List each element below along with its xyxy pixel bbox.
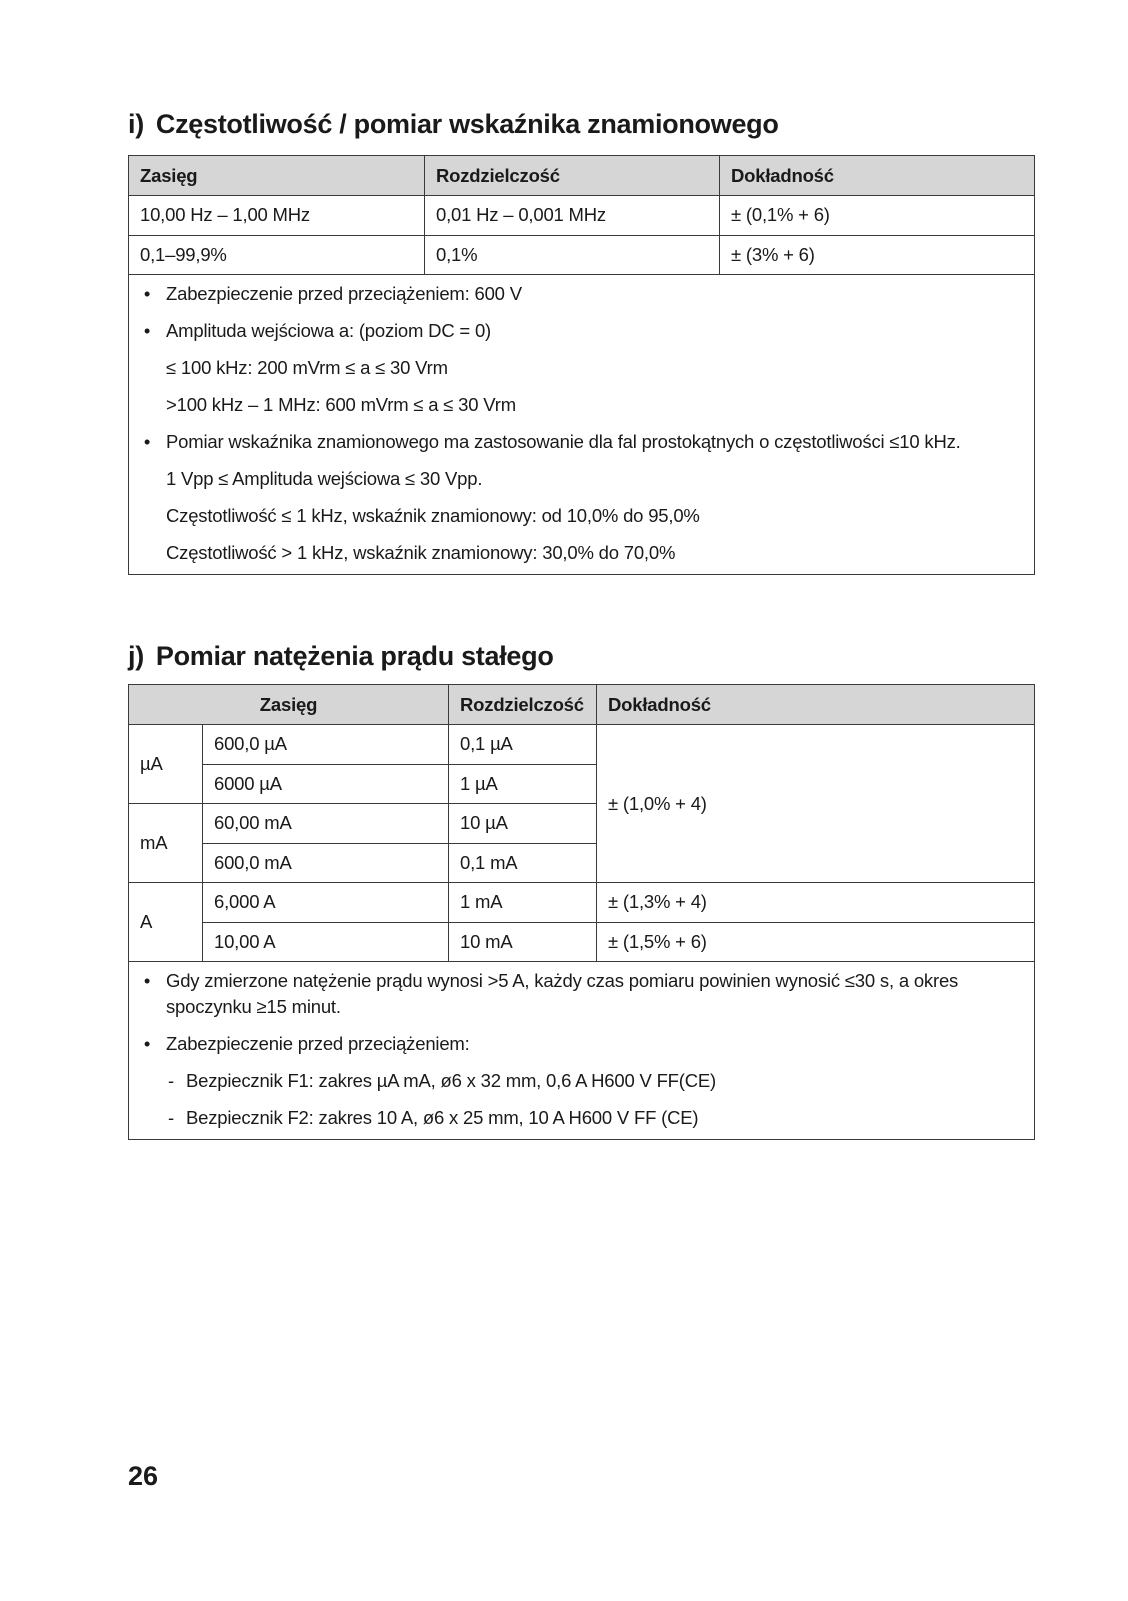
note-text: Częstotliwość ≤ 1 kHz, wskaźnik znamionowy: od 10,0% do 95,0% — [166, 505, 700, 526]
resolution-cell: 0,01 Hz – 0,001 MHz — [425, 196, 720, 236]
page-number: 26 — [128, 1461, 159, 1491]
dc-current-spec-table — [128, 684, 1035, 1140]
unit-cell: µA — [129, 725, 203, 804]
note-item — [140, 281, 1023, 307]
note-text: Amplituda wejściowa a: (poziom DC = 0) — [166, 320, 492, 341]
notes-row — [129, 275, 1035, 575]
note-text: Częstotliwość > 1 kHz, wskaźnik znamionowy: 30,0% do 70,0% — [166, 542, 676, 563]
accuracy-cell: ± (3% + 6) — [720, 235, 1035, 275]
section-i-title-text: Częstotliwość / pomiar wskaźnika znamionowego — [155, 109, 779, 139]
section-i-title — [128, 109, 779, 140]
notes-row — [129, 962, 1035, 1140]
note-text: Bezpiecznik F1: zakres µA mA, ø6 x 32 mm, 0,6 A H600 V FF(CE) — [186, 1070, 717, 1091]
header-resolution: Rozdzielczość — [449, 685, 597, 725]
bullet-icon: • — [143, 320, 151, 341]
section-i-letter: i) — [128, 109, 144, 139]
note-text: >100 kHz – 1 MHz: 600 mVrm ≤ a ≤ 30 Vrm — [166, 394, 516, 415]
table-row — [129, 235, 1035, 275]
note-item — [140, 1031, 1023, 1057]
note-subline — [140, 540, 1023, 566]
dash-icon: - — [168, 1070, 174, 1091]
note-text: 1 Vpp ≤ Amplituda wejściowa ≤ 30 Vpp. — [166, 468, 483, 489]
table-header-row — [129, 685, 1035, 725]
unit-cell: mA — [129, 804, 203, 883]
note-subline — [140, 392, 1023, 418]
resolution-cell: 0,1% — [425, 235, 720, 275]
note-subline — [140, 466, 1023, 492]
resolution-cell: 10 µA — [449, 804, 597, 844]
accuracy-cell: ± (1,0% + 4) — [597, 725, 1035, 883]
note-item — [140, 429, 1023, 455]
resolution-cell: 10 mA — [449, 922, 597, 962]
unit-cell: A — [129, 883, 203, 962]
section-j-letter: j) — [128, 641, 144, 671]
table-row — [129, 883, 1035, 923]
note-text: Zabezpieczenie przed przeciążeniem: — [166, 1033, 470, 1054]
resolution-cell: 0,1 µA — [449, 725, 597, 765]
notes-cell — [129, 275, 1035, 575]
range-cell: 600,0 mA — [203, 843, 449, 883]
note-text: Zabezpieczenie przed przeciążeniem: 600 V — [166, 283, 522, 304]
range-cell: 10,00 Hz – 1,00 MHz — [129, 196, 425, 236]
bullet-icon: • — [143, 431, 151, 452]
accuracy-cell: ± (0,1% + 6) — [720, 196, 1035, 236]
note-item — [140, 318, 1023, 344]
header-accuracy: Dokładność — [720, 156, 1035, 196]
note-text: Gdy zmierzone natężenie prądu wynosi >5 A, każdy czas pomiaru powinien wynosić ≤30 s, a okres spoczynku ≥15 minut. — [166, 970, 959, 1017]
note-subitem — [140, 1068, 1023, 1094]
bullet-icon: • — [143, 1033, 151, 1054]
header-range: Zasięg — [129, 685, 449, 725]
note-text: Pomiar wskaźnika znamionowego ma zastosowanie dla fal prostokątnych o częstotliwości ≤10 kHz. — [166, 431, 961, 452]
note-subline — [140, 355, 1023, 381]
range-cell: 60,00 mA — [203, 804, 449, 844]
dash-icon: - — [168, 1107, 174, 1128]
table-row — [129, 196, 1035, 236]
note-text: Bezpiecznik F2: zakres 10 A, ø6 x 25 mm, 10 A H600 V FF (CE) — [186, 1107, 699, 1128]
resolution-cell: 1 mA — [449, 883, 597, 923]
range-cell: 6,000 A — [203, 883, 449, 923]
range-cell: 600,0 µA — [203, 725, 449, 765]
range-cell: 6000 µA — [203, 764, 449, 804]
range-cell: 0,1–99,9% — [129, 235, 425, 275]
notes-cell — [129, 962, 1035, 1140]
table-row — [129, 725, 1035, 765]
note-subitem — [140, 1105, 1023, 1131]
header-range: Zasięg — [129, 156, 425, 196]
header-accuracy: Dokładność — [597, 685, 1035, 725]
note-text: ≤ 100 kHz: 200 mVrm ≤ a ≤ 30 Vrm — [166, 357, 448, 378]
section-j-title — [128, 641, 554, 672]
table-header-row — [129, 156, 1035, 196]
resolution-cell: 0,1 mA — [449, 843, 597, 883]
section-j-title-text: Pomiar natężenia prądu stałego — [155, 641, 554, 671]
header-resolution: Rozdzielczość — [425, 156, 720, 196]
accuracy-cell: ± (1,5% + 6) — [597, 922, 1035, 962]
bullet-icon: • — [143, 283, 151, 304]
range-cell: 10,00 A — [203, 922, 449, 962]
accuracy-cell: ± (1,3% + 4) — [597, 883, 1035, 923]
frequency-spec-table — [128, 155, 1035, 575]
resolution-cell: 1 µA — [449, 764, 597, 804]
note-subline — [140, 503, 1023, 529]
bullet-icon: • — [143, 970, 151, 991]
table-row — [129, 922, 1035, 962]
note-item — [140, 968, 1023, 1020]
